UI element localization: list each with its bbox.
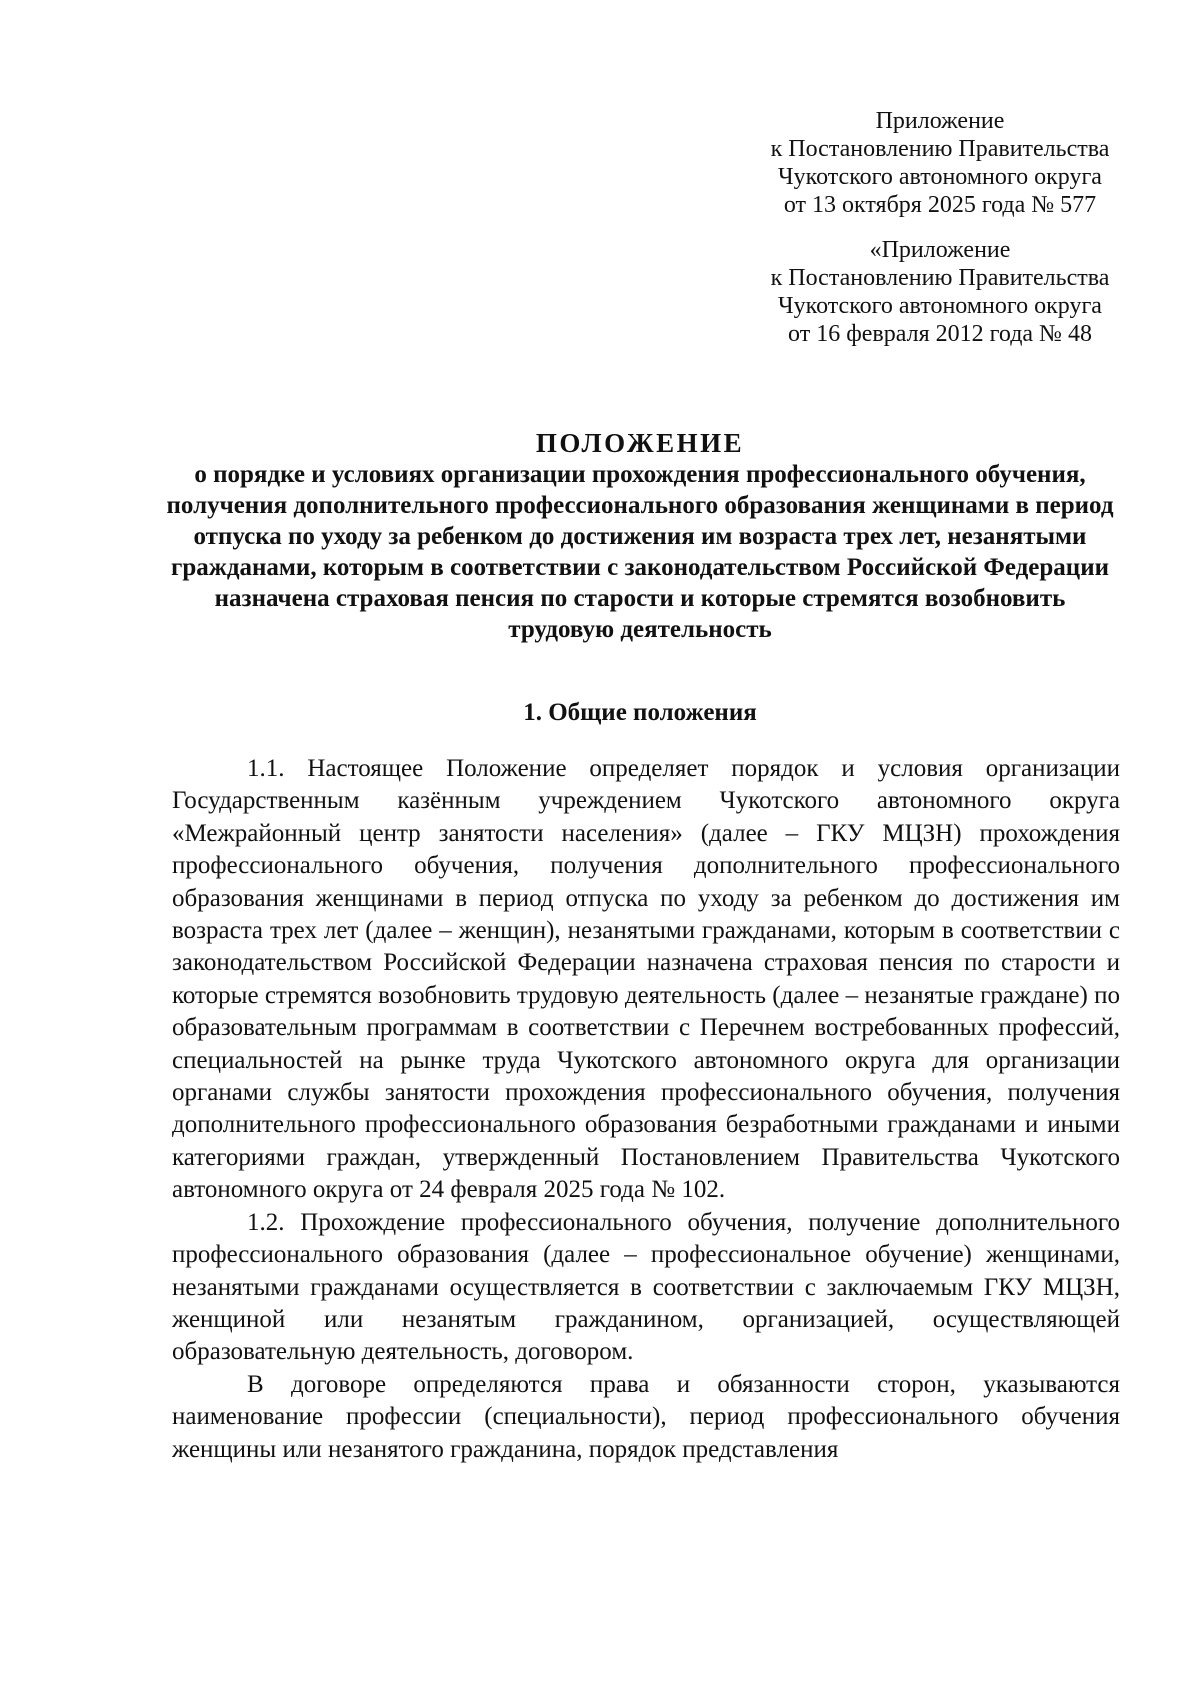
annex-region: Чукотского автономного округа <box>778 164 1102 190</box>
paragraph-1-2: 1.2. Прохождение профессионального обучения, получение дополнительного профессионального образования (далее – профессиональное обучение) женщинами, незанятыми гражданами осуществляется в соответствии с заключаемым ГКУ МЦЗН, женщиной или незанятым гражданином, организацией, осуществляющей образовательную деятельность, договором. <box>172 1208 1120 1366</box>
paragraph-1-1: 1.1. Настоящее Положение определяет порядок и условия организации Государственным казённым учреждением Чукотского автономного округа «Межрайонный центр занятости населения» (далее – ГКУ МЦЗН) прохождения профессионального обучения, получения дополнительного профессионального образования женщинами в период отпуска по уходу за ребенком до достижения им возраста трех лет (далее – женщин), незанятыми гражданами, которым в соответствии с законодательством Российской Федерации назначена страховая пенсия по старости и которые стремятся возобновить трудовую деятельность (далее – незанятые граждане) по образовательным программам в соответствии с Перечнем востребованных профессий, специальностей на рынке труда Чукотского автономного округа для организации органами службы занятости прохождения профессионального обучения, получения дополнительного профессионального образования безработными гражданами и иными категориями граждан, утвержденный Постановлением Правительства Чукотского автономного округа от 24 февраля 2025 года № 102. <box>172 755 1120 1204</box>
document-subtitle: о порядке и условиях организации прохождения профессионального обучения, получения дополнительного профессионального образования женщинами в период отпуска по уходу за ребенком до достижения им возраста трех лет, незанятыми гражданами, которым в соответствии с законодательством Российской Федерации назначена страховая пенсия по старости и которые стремятся возобновить трудовую деятельность <box>166 461 1114 643</box>
annex-label: Приложение <box>875 108 1005 134</box>
annex-reference: к Постановлению Правительства <box>770 265 1110 291</box>
annex-reference: к Постановлению Правительства <box>770 136 1110 162</box>
section-body <box>172 753 1120 1466</box>
section-heading: 1. Общие положения <box>523 699 757 726</box>
annex-header-original <box>750 236 1130 348</box>
annex-label: «Приложение <box>869 237 1011 263</box>
annex-header-current <box>750 107 1130 219</box>
document-title: ПОЛОЖЕНИЕ <box>535 428 745 458</box>
annex-date-number: от 13 октября 2025 года № 577 <box>783 192 1097 218</box>
paragraph-contract: В договоре определяются права и обязанности сторон, указываются наименование профессии (специальности), период профессионального обучения женщины или незанятого гражданина, порядок представления <box>172 1370 1120 1463</box>
annex-region: Чукотского автономного округа <box>778 293 1102 319</box>
document-title-block <box>160 427 1120 645</box>
annex-date-number: от 16 февраля 2012 года № 48 <box>788 321 1092 347</box>
